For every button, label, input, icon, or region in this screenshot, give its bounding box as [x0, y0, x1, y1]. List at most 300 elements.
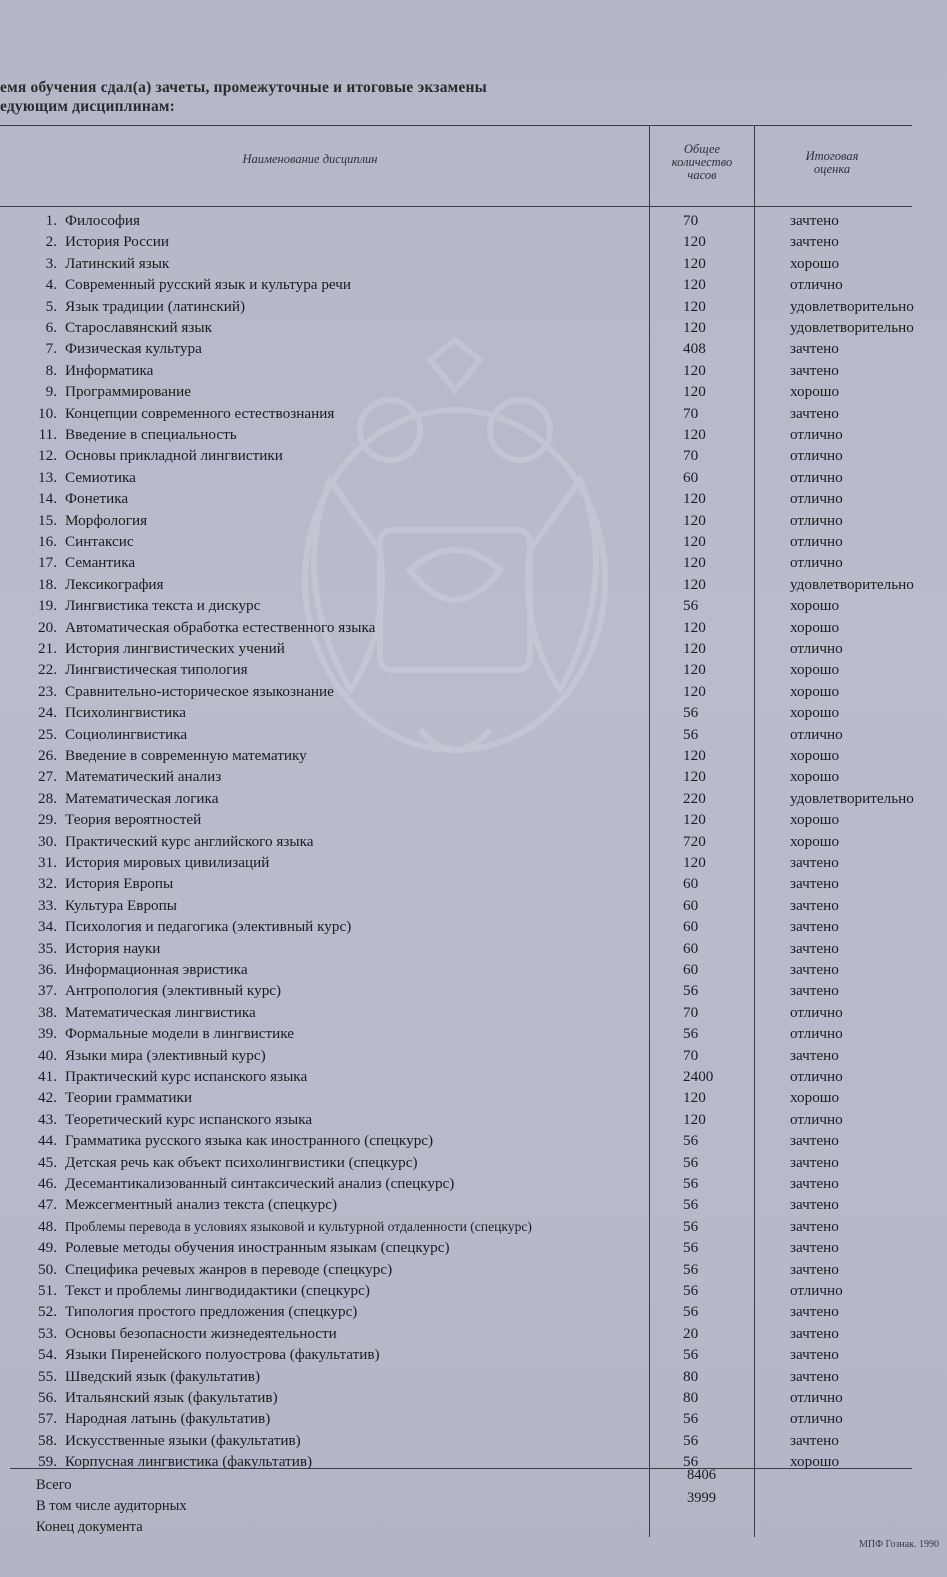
hours-value: 120 — [683, 554, 706, 572]
grade-value: хорошо — [790, 1089, 840, 1107]
table-row — [0, 895, 947, 916]
row-number: 46. — [38, 1175, 57, 1192]
table-row — [0, 231, 947, 252]
hours-value: 56 — [683, 1239, 699, 1257]
header-hours — [650, 143, 754, 182]
table-row — [0, 959, 947, 980]
table-row — [0, 724, 947, 745]
hours-value: 56 — [683, 1153, 699, 1171]
grade-value: зачтено — [790, 233, 839, 251]
hours-value: 60 — [683, 961, 699, 978]
hours-value: 56 — [683, 1453, 699, 1471]
discipline-name: Фонетика — [65, 490, 129, 508]
discipline-name: Физическая культура — [65, 340, 202, 358]
row-number: 58. — [38, 1431, 57, 1449]
grade-value: отлично — [790, 1389, 843, 1406]
table-row — [0, 745, 947, 766]
discipline-name: Семантика — [65, 554, 136, 572]
row-number: 12. — [38, 447, 57, 465]
row-number: 55. — [38, 1367, 57, 1385]
table-row — [0, 788, 947, 809]
table-row — [0, 1216, 947, 1237]
row-number: 27. — [38, 768, 57, 786]
table-row — [0, 595, 947, 616]
hours-value: 720 — [683, 832, 706, 850]
table-row — [0, 916, 947, 937]
grade-value: зачтено — [790, 340, 839, 358]
hours-value: 56 — [683, 1410, 699, 1428]
row-number: 5. — [45, 297, 57, 315]
hours-value: 60 — [683, 875, 699, 893]
table-row — [0, 681, 947, 702]
grade-value: отлично — [790, 1025, 843, 1043]
row-number: 48. — [38, 1217, 57, 1235]
table-row — [0, 1066, 947, 1087]
row-number: 23. — [38, 682, 57, 700]
table-row — [0, 1109, 947, 1130]
grade-value: отлично — [790, 725, 843, 743]
hours-value: 70 — [683, 447, 699, 465]
row-number: 35. — [38, 939, 57, 957]
header-hours-line-2: количество — [671, 155, 733, 169]
grade-value: хорошо — [790, 747, 840, 764]
grade-value: отлично — [790, 1068, 843, 1085]
discipline-name: Теоретический курс испанского языка — [65, 1110, 313, 1128]
discipline-name: Практический курс испанского языка — [65, 1068, 308, 1085]
hours-value: 120 — [683, 533, 706, 550]
table-row — [0, 766, 947, 787]
hours-value: 56 — [683, 1260, 699, 1278]
grade-value: хорошо — [790, 682, 840, 700]
grade-value: хорошо — [790, 383, 840, 401]
hours-value: 56 — [683, 1431, 699, 1449]
discipline-name: Проблемы перевода в условиях языковой и культурной отдаленности (спецкурс) — [65, 1218, 532, 1234]
table-row — [0, 1173, 947, 1194]
table-row — [0, 1087, 947, 1108]
table-row — [0, 1366, 947, 1387]
grade-value: отлично — [790, 276, 843, 294]
discipline-name: Психология и педагогика (элективный курс) — [65, 918, 352, 936]
total-label: Всего — [36, 1477, 72, 1493]
grade-value: зачтено — [790, 1324, 839, 1342]
hours-value: 408 — [683, 340, 706, 358]
grade-value: хорошо — [790, 768, 840, 786]
grade-value: удовлетворительно — [790, 319, 914, 336]
hours-value: 120 — [683, 1089, 706, 1107]
grade-value: зачтено — [790, 212, 839, 229]
hours-value: 120 — [683, 319, 706, 336]
discipline-name: Культура Европы — [65, 896, 177, 914]
grade-value: зачтено — [790, 961, 839, 978]
row-number: 30. — [38, 832, 57, 850]
row-number: 59. — [38, 1453, 57, 1471]
grade-value: отлично — [790, 640, 843, 657]
table-row — [0, 317, 947, 338]
grade-value: зачтено — [790, 918, 839, 936]
row-number: 29. — [38, 811, 57, 829]
hours-value: 80 — [683, 1367, 699, 1385]
grade-value: отлично — [790, 468, 843, 486]
row-number: 16. — [38, 533, 57, 550]
grade-value: хорошо — [790, 704, 840, 722]
auditorium-value: 3999 — [687, 1490, 716, 1506]
grade-value: зачтено — [790, 1431, 839, 1449]
hours-value: 120 — [683, 640, 706, 657]
row-number: 17. — [38, 554, 57, 572]
table-row — [0, 467, 947, 488]
row-number: 8. — [45, 361, 57, 379]
row-number: 22. — [38, 661, 57, 679]
row-number: 7. — [45, 340, 57, 358]
grade-value: отлично — [790, 490, 843, 508]
intro-text — [0, 78, 487, 116]
table-row — [0, 1301, 947, 1322]
row-number: 42. — [38, 1089, 57, 1107]
hours-value: 120 — [683, 254, 706, 272]
discipline-name: Латинский язык — [65, 254, 170, 272]
discipline-name: Народная латынь (факультатив) — [65, 1410, 271, 1428]
table-header-border — [0, 206, 912, 207]
table-row — [0, 980, 947, 1001]
grade-value: отлично — [790, 511, 843, 529]
table-row — [0, 809, 947, 830]
auditorium-label: В том числе аудиторных — [36, 1498, 187, 1514]
row-number: 50. — [38, 1260, 57, 1278]
hours-value: 120 — [683, 426, 706, 443]
discipline-name: Введение в специальность — [65, 426, 237, 443]
row-number: 47. — [38, 1196, 57, 1214]
grade-value: зачтено — [790, 1132, 839, 1150]
row-number: 38. — [38, 1003, 57, 1021]
hours-value: 220 — [683, 789, 706, 807]
row-number: 57. — [38, 1410, 57, 1428]
hours-value: 56 — [683, 704, 699, 722]
discipline-name: Текст и проблемы лингводидактики (спецкурс) — [65, 1282, 370, 1299]
table-row — [0, 381, 947, 402]
grade-value: зачтено — [790, 854, 839, 871]
row-number: 51. — [38, 1282, 57, 1299]
discipline-name: Язык традиции (латинский) — [65, 297, 246, 315]
discipline-name: Автоматическая обработка естественного языка — [65, 618, 376, 636]
header-discipline: Наименование дисциплин — [242, 152, 378, 166]
discipline-name: Лингвистическая типология — [65, 661, 248, 679]
grade-value: зачтено — [790, 1175, 839, 1192]
grade-value: отлично — [790, 554, 843, 572]
hours-value: 56 — [683, 1025, 699, 1043]
grade-value: отлично — [790, 1110, 843, 1128]
hours-value: 56 — [683, 982, 699, 1000]
table-row — [0, 510, 947, 531]
discipline-name: Введение в современную математику — [65, 747, 307, 764]
grade-value: хорошо — [790, 618, 840, 636]
header-hours-line-1: Общее — [683, 142, 721, 156]
table-row — [0, 445, 947, 466]
hours-value: 120 — [683, 618, 706, 636]
grade-value: зачтено — [790, 982, 839, 1000]
hours-value: 120 — [683, 811, 706, 829]
header-hours-line-3: часов — [687, 168, 717, 182]
discipline-name: Искусственные языки (факультатив) — [65, 1431, 301, 1449]
hours-value: 120 — [683, 854, 706, 871]
row-number: 13. — [38, 468, 57, 486]
discipline-name: Шведский язык (факультатив) — [65, 1367, 261, 1385]
grade-value: удовлетворительно — [790, 575, 914, 593]
discipline-name: Формальные модели в лингвистике — [65, 1025, 295, 1043]
discipline-name: Синтаксис — [65, 533, 134, 550]
hours-value: 70 — [683, 1003, 699, 1021]
hours-value: 120 — [683, 297, 706, 315]
row-number: 54. — [38, 1346, 57, 1364]
row-number: 4. — [45, 276, 57, 294]
discipline-name: Информатика — [65, 361, 154, 379]
discipline-name: Концепции современного естествознания — [65, 404, 335, 422]
header-grade-line-2: оценка — [813, 162, 851, 176]
hours-value: 20 — [683, 1324, 699, 1342]
table-row — [0, 531, 947, 552]
row-number: 9. — [45, 383, 57, 401]
discipline-name: Старославянский язык — [65, 319, 212, 336]
table-row — [0, 1194, 947, 1215]
discipline-name: История лингвистических учений — [65, 640, 285, 657]
grade-value: хорошо — [790, 254, 840, 272]
grade-value: хорошо — [790, 661, 840, 679]
row-number: 39. — [38, 1025, 57, 1043]
hours-value: 120 — [683, 490, 706, 508]
grade-value: зачтено — [790, 896, 839, 914]
grade-value: удовлетворительно — [790, 789, 914, 807]
row-number: 52. — [38, 1303, 57, 1321]
grade-value: хорошо — [790, 1453, 840, 1471]
table-row — [0, 1023, 947, 1044]
table-row — [0, 274, 947, 295]
row-number: 18. — [38, 575, 57, 593]
hours-value: 120 — [683, 768, 706, 786]
discipline-name: Типология простого предложения (спецкурс) — [65, 1303, 358, 1321]
discipline-name: История России — [65, 233, 170, 251]
grade-value: хорошо — [790, 597, 840, 615]
row-number: 14. — [38, 490, 57, 508]
grade-value: отлично — [790, 447, 843, 465]
table-row — [0, 1323, 947, 1344]
hours-value: 60 — [683, 918, 699, 936]
grade-value: отлично — [790, 1282, 843, 1299]
hours-value: 56 — [683, 1132, 699, 1150]
grade-value: отлично — [790, 533, 843, 550]
discipline-name: Математический анализ — [65, 768, 222, 786]
discipline-name: Языки Пиренейского полуострова (факультатив) — [65, 1346, 380, 1364]
table-row — [0, 296, 947, 317]
table-row — [0, 1259, 947, 1280]
discipline-name: Основы прикладной лингвистики — [65, 447, 283, 465]
discipline-name: Лингвистика текста и дискурс — [65, 597, 261, 615]
row-number: 44. — [38, 1132, 57, 1150]
table-row — [0, 638, 947, 659]
hours-value: 60 — [683, 468, 699, 486]
hours-value: 70 — [683, 404, 699, 422]
table-row — [0, 488, 947, 509]
table-row — [0, 659, 947, 680]
hours-value: 120 — [683, 661, 706, 679]
hours-value: 120 — [683, 361, 706, 379]
hours-value: 120 — [683, 575, 706, 593]
hours-value: 56 — [683, 1175, 699, 1192]
hours-value: 56 — [683, 1282, 699, 1299]
row-number: 45. — [38, 1153, 57, 1171]
grade-value: зачтено — [790, 1303, 839, 1321]
discipline-name: Основы безопасности жизнедеятельности — [65, 1324, 337, 1342]
hours-value: 56 — [683, 1196, 699, 1214]
discipline-name: Сравнительно-историческое языкознание — [65, 682, 334, 700]
grade-value: отлично — [790, 1410, 843, 1428]
table-row — [0, 1280, 947, 1301]
intro-line-1: емя обучения сдал(а) зачеты, промежуточные и итоговые экзамены — [0, 79, 487, 96]
table-row — [0, 938, 947, 959]
table-row — [0, 424, 947, 445]
grade-value: хорошо — [790, 832, 840, 850]
print-mark: МПФ Гознак. 1990 — [858, 1539, 939, 1550]
row-number: 3. — [45, 254, 57, 272]
table-row — [0, 403, 947, 424]
discipline-name: Социолингвистика — [65, 725, 188, 743]
table-row — [0, 1344, 947, 1365]
table-row — [0, 1451, 947, 1472]
table-top-border — [0, 125, 912, 126]
row-number: 33. — [38, 896, 57, 914]
discipline-name: Философия — [65, 212, 140, 229]
grade-value: зачтено — [790, 939, 839, 957]
end-of-document-label: Конец документа — [36, 1519, 143, 1535]
header-grade — [772, 150, 892, 176]
discipline-name: Специфика речевых жанров в переводе (спецкурс) — [65, 1260, 393, 1278]
table-row — [0, 574, 947, 595]
discipline-name: Детская речь как объект психолингвистики (спецкурс) — [65, 1153, 418, 1171]
row-number: 53. — [38, 1324, 57, 1342]
discipline-name: История Европы — [65, 875, 174, 893]
hours-value: 56 — [683, 1346, 699, 1364]
row-number: 24. — [38, 704, 57, 722]
table-row — [0, 360, 947, 381]
grade-value: отлично — [790, 426, 843, 443]
discipline-name: Теория вероятностей — [65, 811, 202, 829]
grade-value: зачтено — [790, 1196, 839, 1214]
discipline-name: Грамматика русского языка как иностранного (спецкурс) — [65, 1132, 434, 1150]
row-number: 34. — [38, 918, 57, 936]
row-number: 6. — [45, 319, 57, 336]
grade-value: зачтено — [790, 361, 839, 379]
hours-value: 56 — [683, 597, 699, 615]
grade-value: зачтено — [790, 404, 839, 422]
row-number: 26. — [38, 747, 57, 764]
grade-value: зачтено — [790, 1367, 839, 1385]
grade-value: зачтено — [790, 1153, 839, 1171]
grade-value: зачтено — [790, 1239, 839, 1257]
hours-value: 56 — [683, 1303, 699, 1321]
hours-value: 120 — [683, 511, 706, 529]
discipline-name: Практический курс английского языка — [65, 832, 314, 850]
row-number: 49. — [38, 1239, 57, 1257]
hours-value: 2400 — [683, 1068, 714, 1085]
discipline-name: Корпусная лингвистика (факультатив) — [65, 1453, 313, 1471]
table-row — [0, 1237, 947, 1258]
discipline-name: Языки мира (элективный курс) — [65, 1046, 266, 1064]
row-number: 1. — [45, 212, 57, 229]
discipline-name: Программирование — [65, 383, 191, 401]
table-row — [0, 552, 947, 573]
discipline-name: История науки — [65, 939, 161, 957]
row-number: 11. — [38, 426, 57, 443]
grade-value: удовлетворительно — [790, 297, 914, 315]
row-number: 19. — [38, 597, 57, 615]
hours-value: 120 — [683, 1110, 706, 1128]
hours-value: 60 — [683, 939, 699, 957]
row-number: 40. — [38, 1046, 57, 1064]
hours-value: 120 — [683, 233, 706, 251]
total-value: 8406 — [687, 1467, 716, 1483]
discipline-name: Десемантикализованный синтаксический анализ (спецкурс) — [65, 1175, 455, 1192]
table-row — [0, 1045, 947, 1066]
discipline-name: Информационная эвристика — [65, 961, 248, 978]
table-row — [0, 210, 947, 231]
row-number: 25. — [38, 725, 57, 743]
discipline-name: Современный русский язык и культура речи — [65, 276, 352, 294]
row-number: 15. — [38, 511, 57, 529]
row-number: 21. — [38, 640, 57, 657]
table-row — [0, 1130, 947, 1151]
hours-value: 70 — [683, 212, 699, 229]
discipline-name: Психолингвистика — [65, 704, 187, 722]
discipline-name: Морфология — [65, 511, 148, 529]
row-number: 41. — [38, 1068, 57, 1085]
hours-value: 120 — [683, 682, 706, 700]
grade-value: зачтено — [790, 1046, 839, 1064]
hours-value: 80 — [683, 1389, 699, 1406]
table-row — [0, 617, 947, 638]
table-row — [0, 1430, 947, 1451]
hours-value: 70 — [683, 1046, 699, 1064]
grade-value: отлично — [790, 1003, 843, 1021]
row-number: 32. — [38, 875, 57, 893]
grade-value: зачтено — [790, 875, 839, 893]
table-row — [0, 1408, 947, 1429]
table-row — [0, 702, 947, 723]
discipline-name: Лексикография — [65, 575, 164, 593]
intro-line-2: едующим дисциплинам: — [0, 98, 176, 115]
hours-value: 60 — [683, 896, 699, 914]
row-number: 20. — [38, 618, 57, 636]
discipline-name: Математическая логика — [65, 789, 219, 807]
grade-value: зачтено — [790, 1217, 839, 1235]
row-number: 10. — [38, 404, 57, 422]
row-number: 43. — [38, 1110, 57, 1128]
table-row — [0, 831, 947, 852]
discipline-name: Антропология (элективный курс) — [65, 982, 282, 1000]
table-row — [0, 1387, 947, 1408]
header-grade-line-1: Итоговая — [805, 149, 859, 163]
discipline-name: Итальянский язык (факультатив) — [65, 1389, 278, 1406]
hours-value: 56 — [683, 725, 699, 743]
table-row — [0, 338, 947, 359]
table-row — [0, 852, 947, 873]
grade-value: зачтено — [790, 1346, 839, 1364]
table-row — [0, 1152, 947, 1173]
hours-value: 56 — [683, 1217, 699, 1235]
hours-value: 120 — [683, 276, 706, 294]
row-number: 36. — [38, 961, 57, 978]
row-number: 37. — [38, 982, 57, 1000]
discipline-name: Семиотика — [65, 468, 136, 486]
row-number: 28. — [38, 789, 57, 807]
hours-value: 120 — [683, 747, 706, 764]
